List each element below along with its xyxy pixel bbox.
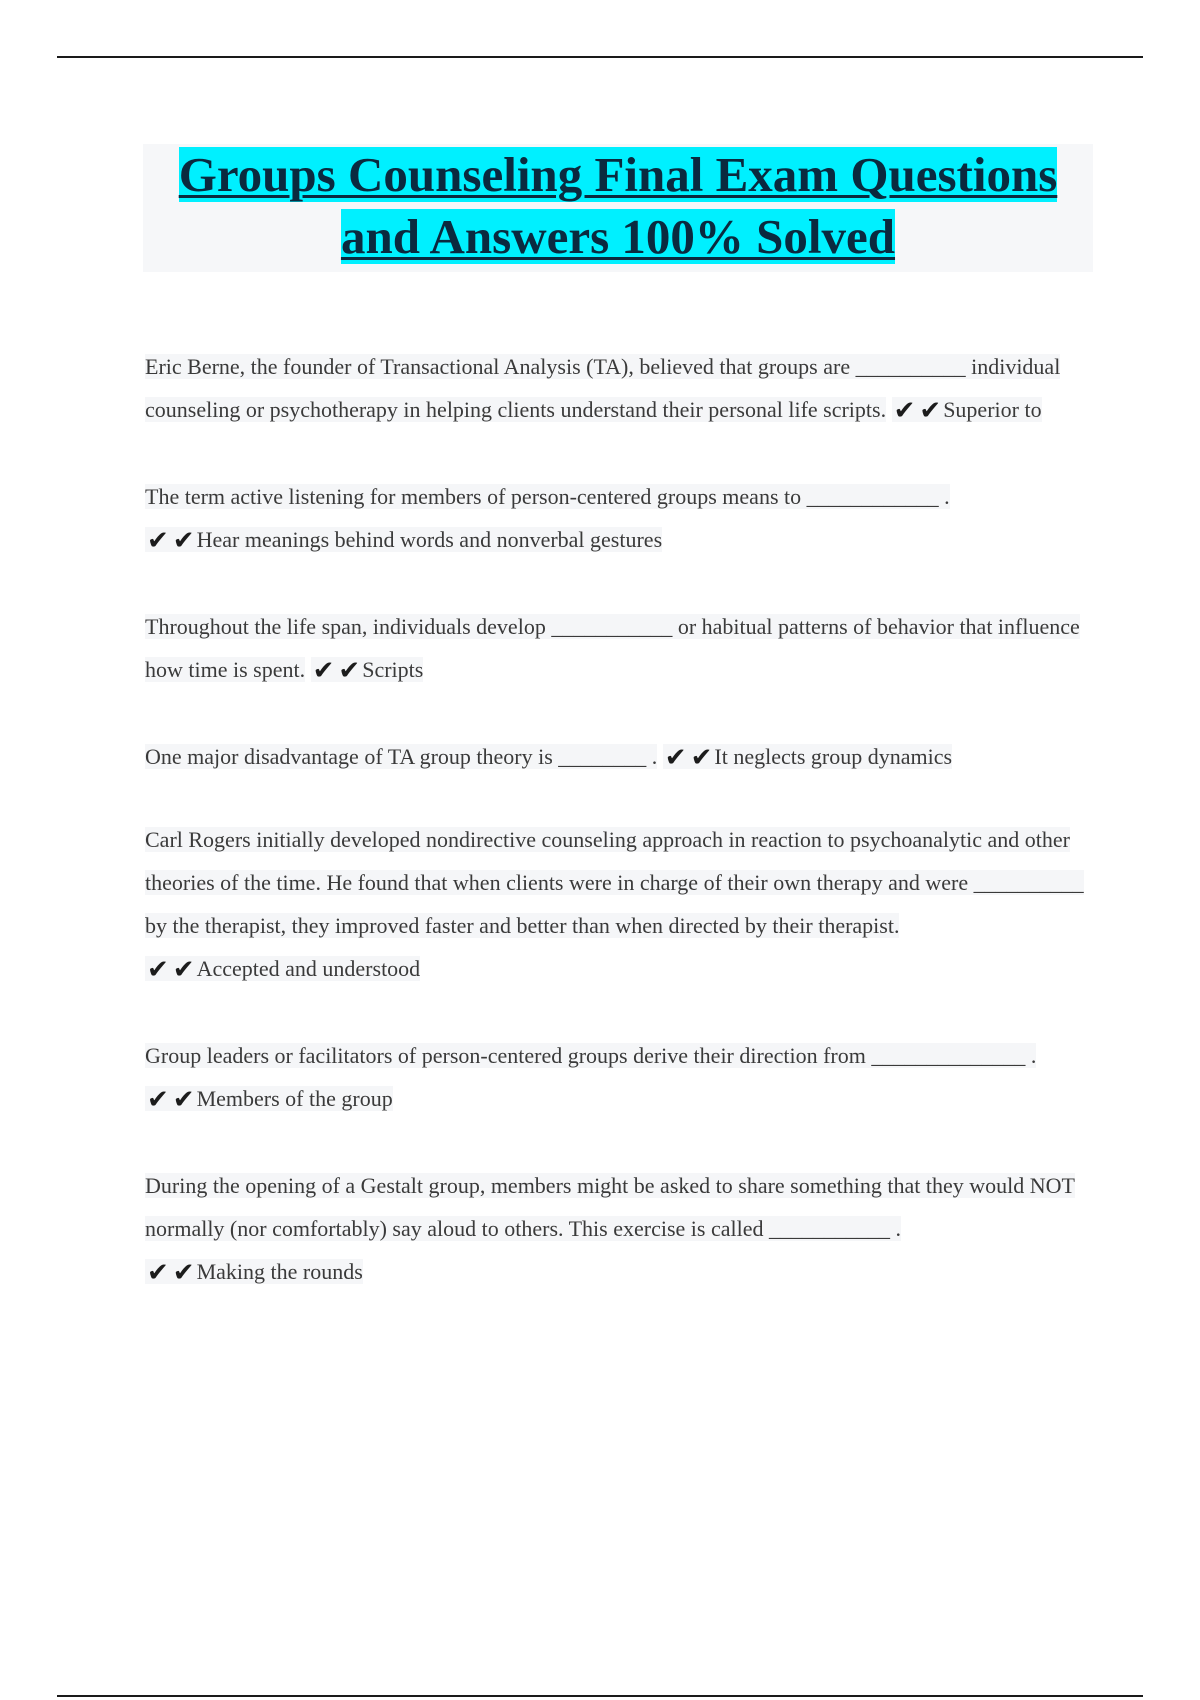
answer-text: Hear meanings behind words and nonverbal gestures [196,527,663,552]
qa-item [145,1164,1095,1293]
check-icon: ✔ [172,526,195,556]
answer-text: Superior to [943,397,1042,422]
check-icon: ✔ [690,743,713,773]
header-rule [57,56,1143,58]
title-line-1: Groups Counseling Final Exam Questions [178,147,1058,202]
check-icon: ✔ [147,1085,169,1115]
qa-list [145,345,1095,1337]
check-icon: ✔ [338,656,361,686]
check-icon: ✔ [664,743,687,773]
check-icon: ✔ [312,656,335,686]
question-text: Eric Berne, the founder of Transactional Analysis (TA), believed that groups are __________ individual counseling or psychotherapy in helping clients understand their personal life scripts. [145,354,1061,422]
answer-text: It neglects group dynamics [714,744,953,769]
question-text: One major disadvantage of TA group theory is ________ . [145,744,658,769]
qa-item [145,605,1095,691]
check-icon: ✔ [147,955,169,985]
footer-rule [57,1695,1143,1697]
document-title [143,144,1093,272]
title-line-2: and Answers 100% Solved [340,209,896,264]
qa-item [145,345,1095,431]
check-icon: ✔ [893,396,916,426]
answer-text: Accepted and understood [196,956,421,981]
check-icon: ✔ [147,1258,169,1288]
question-text: During the opening of a Gestalt group, members might be asked to share something that they would NOT normally (nor comfortably) say aloud to others. This exercise is called ___________ . [145,1173,1075,1241]
question-text: Throughout the life span, individuals develop ___________ or habitual patterns of behavior that influence how time is spent. [145,614,1080,682]
check-icon: ✔ [919,396,942,426]
check-icon: ✔ [172,1258,195,1288]
question-text: The term active listening for members of person-centered groups means to ____________ . [145,484,950,509]
question-text: Group leaders or facilitators of person-centered groups derive their direction from ______________ . [145,1043,1037,1068]
qa-item [145,818,1095,990]
check-icon: ✔ [147,526,169,556]
answer-text: Members of the group [196,1086,393,1111]
check-icon: ✔ [172,1085,195,1115]
qa-item [145,475,1095,561]
check-icon: ✔ [172,955,195,985]
qa-item [145,735,1095,778]
question-text: Carl Rogers initially developed nondirective counseling approach in reaction to psychoanalytic and other theories of the time. He found that when clients were in charge of their own therapy and were __________ by the therapist, they improved faster and better than when directed by their therapist. [145,827,1084,938]
answer-text: Making the rounds [196,1259,363,1284]
answer-text: Scripts [362,657,424,682]
qa-item [145,1034,1095,1120]
